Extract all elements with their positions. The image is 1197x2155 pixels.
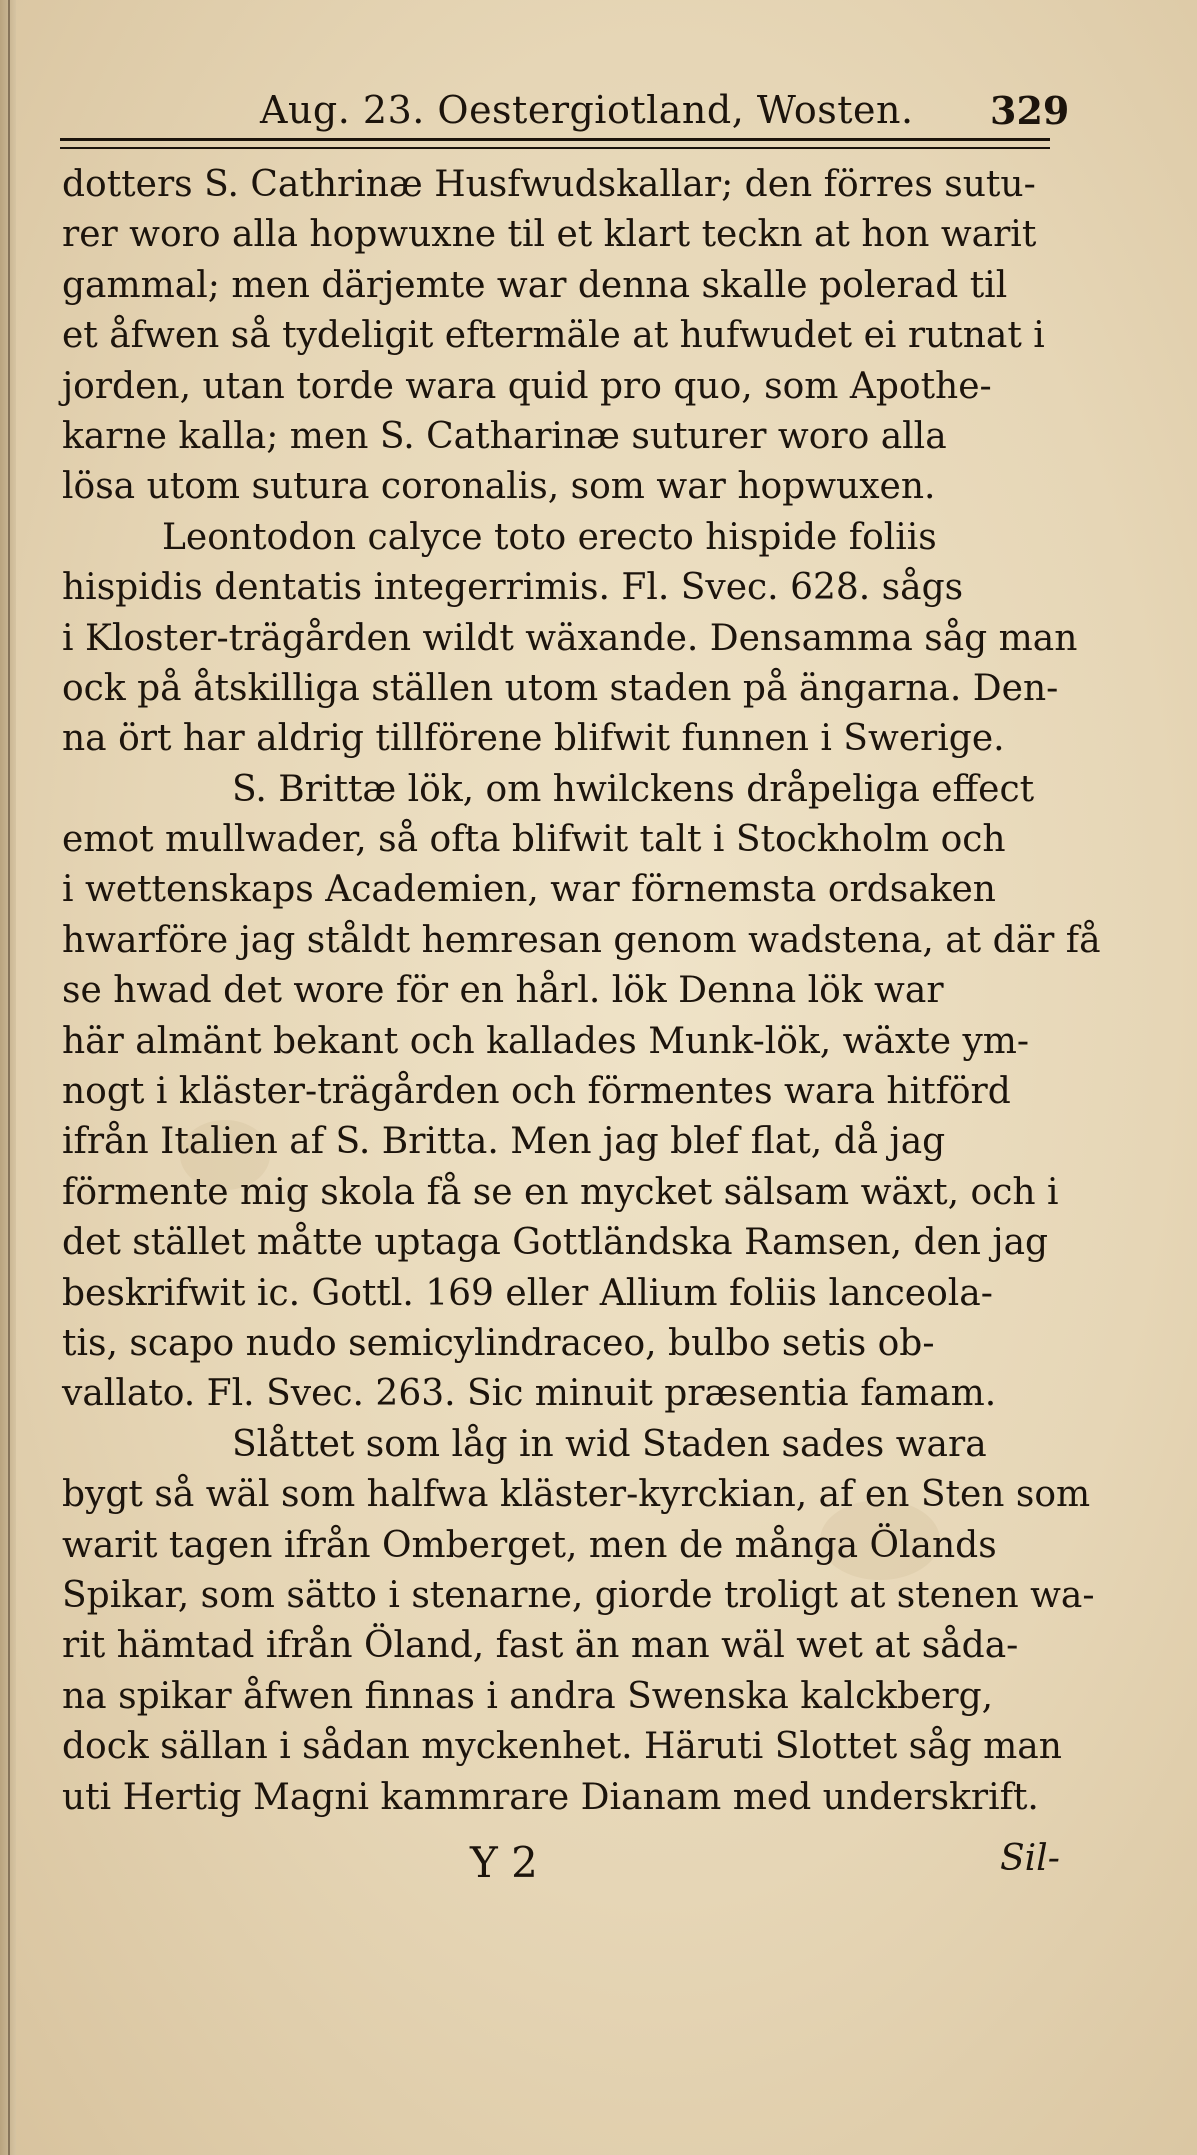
text-line: Slåttet som låg in wid Staden sades wara — [232, 1423, 987, 1465]
text-line: ock på åtskilliga ställen utom staden på ängarna. Den- — [62, 667, 1059, 709]
text-line: vallato. Fl. Svec. 263. Sic minuit præsentia famam. — [62, 1373, 997, 1415]
text-line: gammal; men därjemte war denna skalle polerad til — [62, 264, 1008, 306]
text-line: det stället måtte uptaga Gottländska Ramsen, den jag — [62, 1222, 1049, 1264]
text-line: karne kalla; men S. Catharinæ suturer woro alla — [62, 415, 947, 457]
text-line: warit tagen ifrån Omberget, men de många Ölands — [62, 1524, 997, 1566]
text-line: i wettenskaps Academien, war förnemsta ordsaken — [62, 869, 996, 911]
text-line: bygt så wäl som halfwa kläster-kyrckian, af en Sten som — [62, 1474, 1091, 1516]
text-line: S. Brittæ lök, om hwilckens dråpeliga effect — [232, 768, 1035, 810]
text-line: i Kloster-trägården wildt wäxande. Densamma såg man — [62, 617, 1078, 659]
text-line: nogt i kläster-trägården och förmentes wara hitförd — [62, 1071, 1011, 1113]
text-line: na ört har aldrig tillförene blifwit funnen i Swerige. — [62, 718, 1005, 760]
text-line: Spikar, som sätto i stenarne, giorde troligt at stenen wa- — [62, 1574, 1095, 1616]
text-line: et åfwen så tydeligit eftermäle at hufwudet ei rutnat i — [62, 315, 1045, 357]
page-number: 329 — [990, 88, 1070, 133]
text-line: här almänt bekant och kallades Munk-lök, wäxte ym- — [62, 1020, 1030, 1062]
text-line: jorden, utan torde wara quid pro quo, som Apothe- — [62, 365, 992, 407]
text-line: förmente mig skola få se en mycket sälsam wäxt, och i — [62, 1171, 1059, 1213]
text-line: dock sällan i sådan myckenhet. Häruti Slottet såg man — [62, 1726, 1062, 1768]
text-line: hwarföre jag ståldt hemresan genom wadstena, at där få — [62, 919, 1101, 961]
text-line: na spikar åfwen finnas i andra Swenska kalckberg, — [62, 1675, 994, 1717]
text-line: rer woro alla hopwuxne til et klart teckn at hon warit — [62, 214, 1037, 256]
text-line: Leontodon calyce toto erecto hispide foliis — [162, 516, 937, 558]
text-line: rit hämtad ifrån Öland, fast än man wäl wet at såda- — [62, 1625, 1019, 1667]
text-line: ifrån Italien af S. Britta. Men jag blef flat, då jag — [62, 1121, 946, 1163]
text-line: se hwad det wore för en hårl. lök Denna lök war — [62, 970, 944, 1012]
text-line: tis, scapo nudo semicylindraceo, bulbo setis ob- — [62, 1322, 935, 1364]
catchword: Sil- — [1000, 1838, 1060, 1879]
text-line: dotters S. Cathrinæ Husfwudskallar; den förres sutu- — [62, 164, 1036, 205]
text-line: hispidis dentatis integerrimis. Fl. Svec. 628. sågs — [62, 567, 964, 609]
text-line: beskrifwit ic. Gottl. 169 eller Allium foliis lanceola- — [62, 1272, 993, 1314]
header-rule — [60, 138, 1050, 149]
page-gutter — [0, 0, 16, 2155]
signature-mark: Y 2 — [470, 1838, 538, 1887]
text-line: lösa utom sutura coronalis, som war hopwuxen. — [62, 466, 936, 508]
text-line: emot mullwader, så ofta blifwit talt i Stockholm och — [62, 819, 1006, 861]
running-header: Aug. 23. Oestergiotland, Wosten. — [260, 88, 914, 132]
gutter-edge-line — [8, 0, 10, 2155]
body-text — [62, 160, 1101, 1823]
text-line: uti Hertig Magni kammrare Dianam med underskrift. — [62, 1776, 1039, 1818]
